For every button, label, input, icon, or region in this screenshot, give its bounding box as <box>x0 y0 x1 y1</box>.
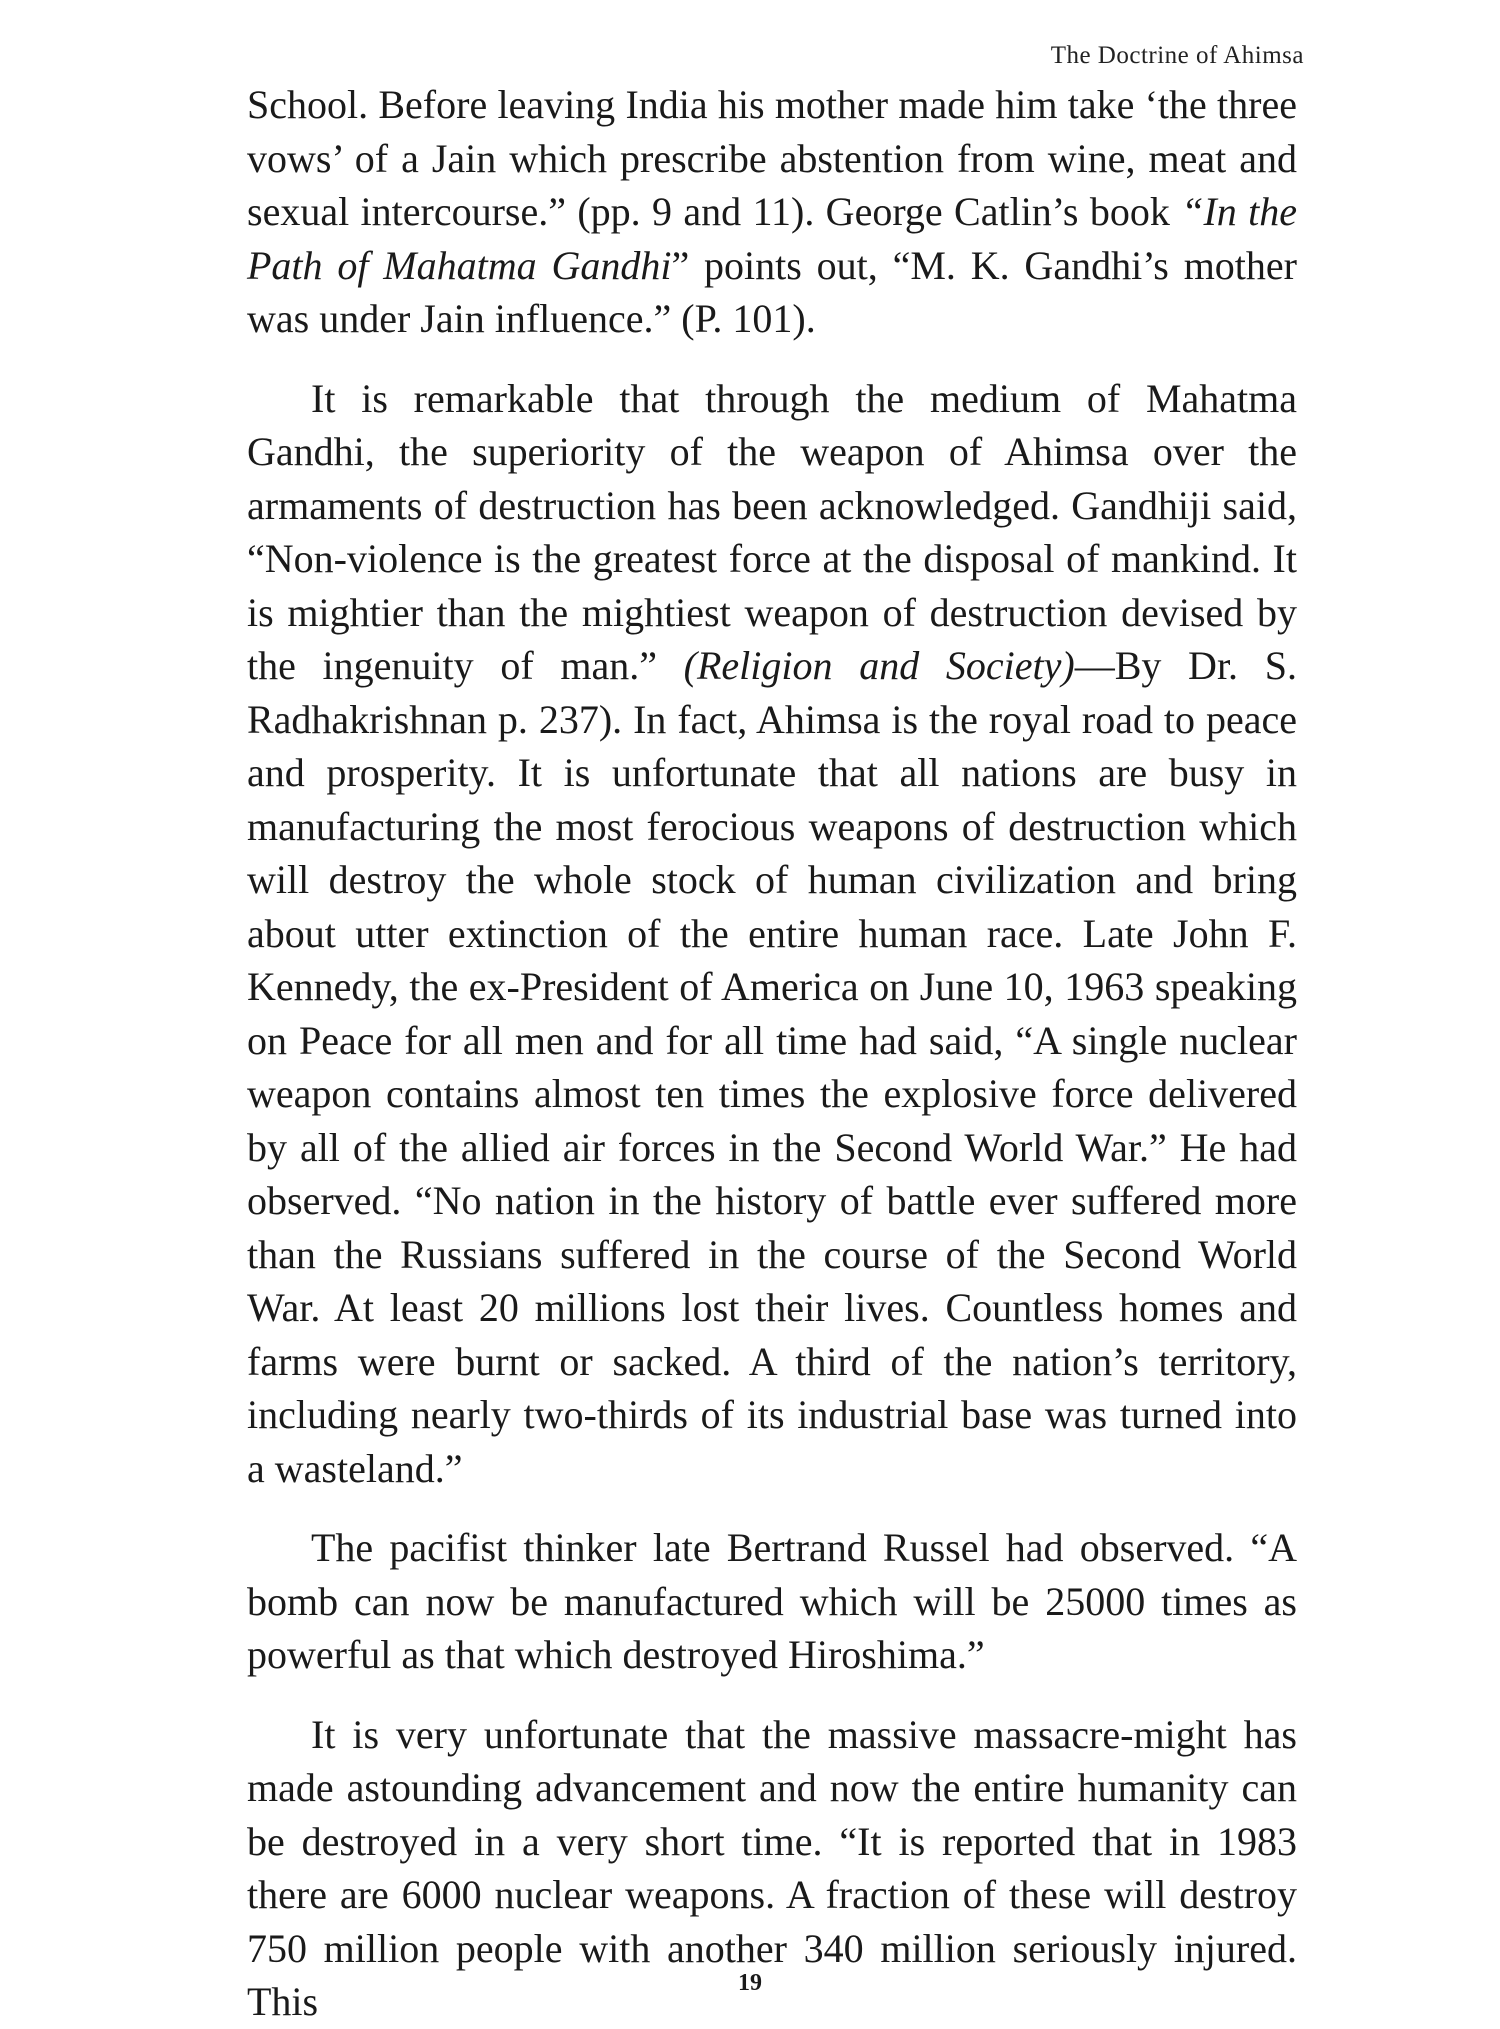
paragraph-1-text-a: School. Before leaving India his mother made him take ‘the three vows’ of a Jain which prescribe abstention from wine, meat and sexual intercourse.” (pp. 9 and 11). George Catlin’s book <box>247 82 1297 234</box>
paragraph-gap <box>247 346 1297 372</box>
book-title-religion-society: (Religion and Society) <box>683 643 1075 688</box>
paragraph-3-text: The pacifist thinker late Bertrand Russel had observed. “A bomb can now be manufactured which will be 25000 times as powerful as that which destroyed Hiroshima.” <box>247 1525 1297 1677</box>
paragraph-2 <box>247 372 1297 1496</box>
running-head: The Doctrine of Ahimsa <box>1050 42 1304 69</box>
page-number: 19 <box>738 1970 762 1996</box>
paragraph-gap <box>247 1682 1297 1708</box>
paragraph-4-text: It is very unfortunate that the massive massacre-might has made astounding advancement and now the entire humanity can be destroyed in a very short time. “It is reported that in 1983 there are 6000 nuclear weapons. A fraction of these will destroy 750 million people with another 340 million seriously injured. This <box>247 1711 1297 2024</box>
body-text <box>247 78 1297 2029</box>
paragraph-3 <box>247 1521 1297 1682</box>
paragraph-2-text-a: It is remarkable that through the medium of Mahatma Gandhi, the superiority of the weapon of Ahimsa over the armaments of destruction has been acknowledged. Gandhiji said, “Non-violence is the greatest force at the disposal of mankind. It is mightier than the mightiest weapon of destruction devised by the ingenuity of man.” <box>247 375 1297 688</box>
paragraph-gap <box>247 1495 1297 1521</box>
book-title-catlin: “In the Path of Mahatma Gandhi <box>247 189 1297 288</box>
paragraph-1 <box>247 78 1297 346</box>
paragraph-1-text-b: ” points out, “M. K. Gandhi’s mother was under Jain influence.” (P. 101). <box>247 242 1297 341</box>
paragraph-2-text-b: —By Dr. S. Radhakrishnan p. 237). In fact, Ahimsa is the royal road to peace and prosperity. It is unfortunate that all nations are busy in manufacturing the most ferocious weapons of destruction which will destroy the whole stock of human civilization and bring about utter extinction of the entire human race. Late John F. Kennedy, the ex-President of America on June 10, 1963 speaking on Peace for all men and for all time had said, “A single nuclear weapon contains almost ten times the explosive force delivered by all of the allied air forces in the Second World War.” He had observed. “No nation in the history of battle ever suffered more than the Russians suffered in the course of the Second World War. At least 20 millions lost their lives. Countless homes and farms were burnt or sacked. A third of the nation’s territory, including nearly two-thirds of its industrial base was turned into a wasteland.” <box>247 643 1297 1491</box>
